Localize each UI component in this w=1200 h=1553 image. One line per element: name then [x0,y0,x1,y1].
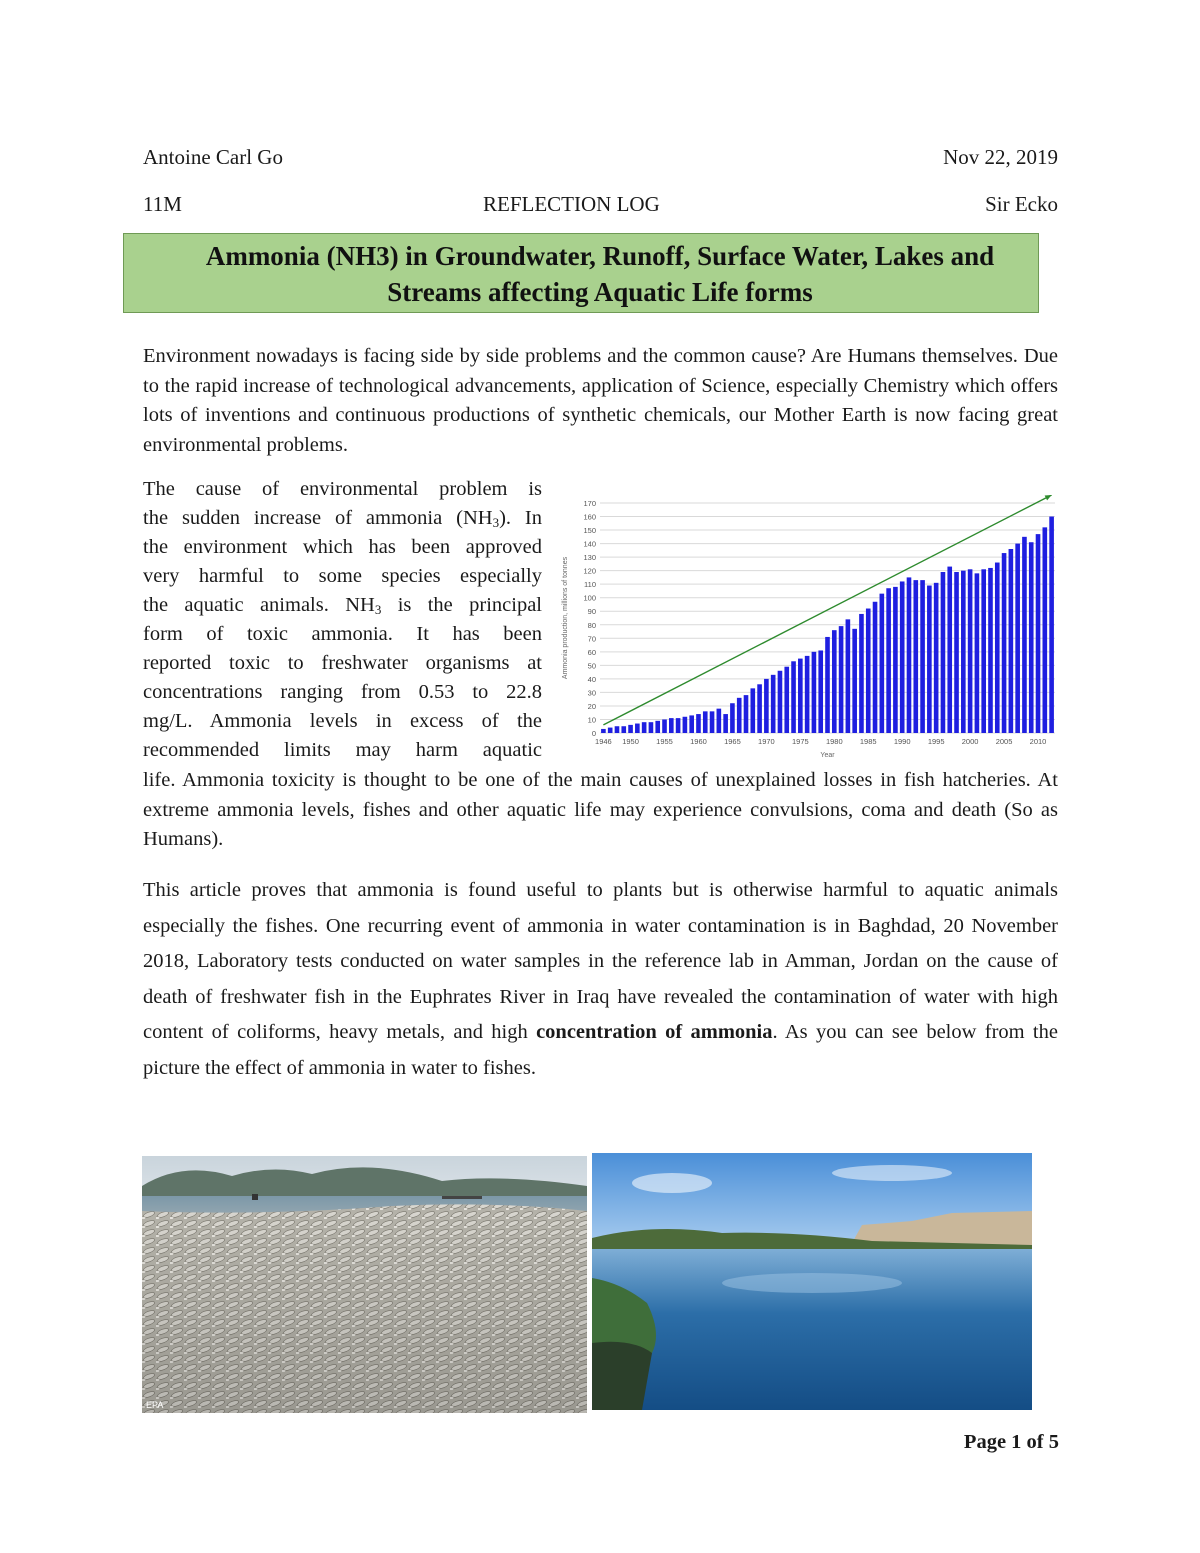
bar [744,695,749,733]
y-tick-label: 30 [587,688,596,698]
bar [798,659,803,733]
bar [1015,544,1020,733]
bar [913,580,918,733]
bar [995,563,1000,733]
bar [832,630,837,733]
x-tick-label: 1946 [595,737,612,746]
bar [866,609,871,733]
bar [941,572,946,733]
bar [771,675,776,733]
y-tick-label: 40 [587,674,596,684]
bar [683,717,688,733]
bar [907,577,912,733]
bar [649,722,654,733]
bar [1043,527,1048,733]
bar [635,724,640,733]
narrow-line-4: very harmful to some species especially [143,565,542,587]
title-line-1: Ammonia (NH3) in Groundwater, Runoff, Surface Water, Lakes and [205,241,995,271]
narrow-line-5: the aquatic animals. $NH_3$ is the principal [143,594,542,617]
teacher-name: Sir Ecko [985,192,1058,216]
y-tick-label: 170 [583,499,596,508]
ammonia-production-chart [555,495,1060,770]
bar [818,650,823,733]
document-type: REFLECTION LOG [483,192,660,216]
bar [676,718,681,733]
bar [710,711,715,733]
narrow-line-10: recommended limits may harm aquatic [143,739,542,761]
document-date: Nov 22, 2019 [943,145,1058,169]
bar [778,671,783,733]
bar [947,567,952,733]
bar [893,587,898,733]
bar [1009,549,1014,733]
bar [723,714,728,733]
bar [805,656,810,733]
y-tick-label: 90 [587,607,596,617]
bar [757,684,762,733]
bar [628,725,633,733]
y-tick-label: 120 [583,566,596,576]
bar [825,637,830,733]
y-tick-label: 100 [583,593,596,603]
narrow-line-6: form of toxic ammonia. It has been [143,623,542,645]
bar [988,568,993,733]
bar [621,726,626,733]
y-tick-label: 0 [591,729,596,738]
bar [873,602,878,733]
bar [689,715,694,733]
bar [886,588,891,733]
svg-text:EPA: EPA [146,1400,164,1410]
narrow-paragraph [143,475,542,770]
x-axis-label: Year [820,752,835,759]
x-tick-label: 1995 [927,737,945,746]
bar [1036,534,1041,733]
bar [655,721,660,733]
bar [981,569,986,733]
bar [880,594,885,733]
x-tick-label: 1980 [825,737,843,746]
narrow-line-9: mg/L. Ammonia levels in excess of the [143,710,542,732]
bar [961,571,966,733]
y-tick-label: 10 [587,715,596,725]
author-name: Antoine Carl Go [143,145,283,169]
bar [934,583,939,733]
y-tick-label: 160 [583,512,596,522]
bar [750,688,755,733]
narrow-line-3: the environment which has been approved [143,536,542,558]
y-tick-label: 110 [584,580,596,590]
bar [764,679,769,733]
x-tick-label: 2000 [961,737,979,746]
bold-phrase: concentration of ammonia [536,1021,773,1043]
bar [975,573,980,733]
bar [927,586,932,733]
bar [1022,537,1027,733]
bar [839,626,844,733]
bar [608,728,613,733]
x-tick-label: 1965 [724,737,741,746]
bar [642,722,647,733]
bar [968,569,973,733]
bar [852,629,857,733]
narrow-line-8: concentrations ranging from 0.53 to 22.8 [143,681,542,703]
page-number: Page 1 of 5 [963,1431,1059,1453]
x-tick-label: 2005 [995,737,1013,746]
x-tick-label: 1960 [690,737,707,746]
bar [1002,553,1007,733]
narrow-line-7: reported toxic to freshwater organisms at [143,652,542,674]
dead-fish-photo [142,1156,587,1413]
bar [662,719,667,733]
x-tick-label: 1985 [859,737,877,746]
article-paragraph [143,873,1058,1086]
bar [954,572,959,733]
toxicity-paragraph: life. Ammonia toxicity is thought to be one of the main causes of unexplained losses in fish hatcheries. At extreme ammonia levels, fishes and other aquatic life may experience convulsions, coma and death (So as Humans). [143,769,1058,850]
bar [703,711,708,733]
bar [859,614,864,733]
page-title [130,238,1070,310]
bar [1049,517,1054,733]
bar [615,726,620,733]
intro-paragraph: Environment nowadays is facing side by side problems and the common cause? Are Humans themselves. Due to the rapid increase of technological advancements, application of Science, especially Chemistry which offers lots of inventions and continuous productions of synthetic chemicals, our Mother Earth is now facing great environmental problems. [143,345,1058,456]
bar [730,703,735,733]
bar [1029,542,1034,733]
title-line-2: Streams affecting Aquatic Life forms [387,277,813,307]
y-tick-label: 150 [583,526,596,536]
y-axis-label: Ammonia production, millions of tonnes [562,556,569,680]
y-tick-label: 140 [583,539,596,549]
narrow-line-2: the sudden increase of ammonia $(NH_3)$. In [143,507,542,530]
article-text-start: This article proves that ammonia is found useful to plants but is otherwise harmful to aquatic animals especially the fishes. One recurring event of ammonia in water contamination is in Baghdad, 20 November 2018, Laboratory tests conducted on water samples in the reference lab in Amman, Jordan on the cause of death of freshwater fish in the Euphrates River in Iraq have revealed the contamination of water with high content of coliforms, heavy metals, and high [143,879,1058,1043]
river-photo [592,1153,1032,1410]
x-tick-label: 2010 [1029,737,1047,746]
y-tick-label: 130 [583,553,596,563]
narrow-line-1: The cause of environmental problem is [143,478,542,500]
article-text-end: . As you can see below from the picture the effect of ammonia in water to fishes. [143,1021,1058,1079]
bar [812,652,817,733]
bar [791,661,796,733]
bar [669,718,674,733]
bar [737,698,742,733]
x-tick-label: 1970 [758,737,775,746]
y-tick-label: 20 [587,701,596,711]
bar [846,619,851,733]
class-section: 11M [143,192,182,216]
x-tick-label: 1950 [622,737,639,746]
bar [601,729,606,733]
bar [696,714,701,733]
x-tick-label: 1955 [656,737,673,746]
bar [717,709,722,733]
x-tick-label: 1990 [893,737,911,746]
x-tick-label: 1975 [791,737,809,746]
bar [900,581,905,733]
bar [784,667,789,733]
y-tick-label: 70 [587,634,596,644]
bar [920,580,925,733]
y-tick-label: 50 [587,661,596,671]
y-tick-label: 80 [587,620,596,630]
y-tick-label: 60 [587,647,596,657]
